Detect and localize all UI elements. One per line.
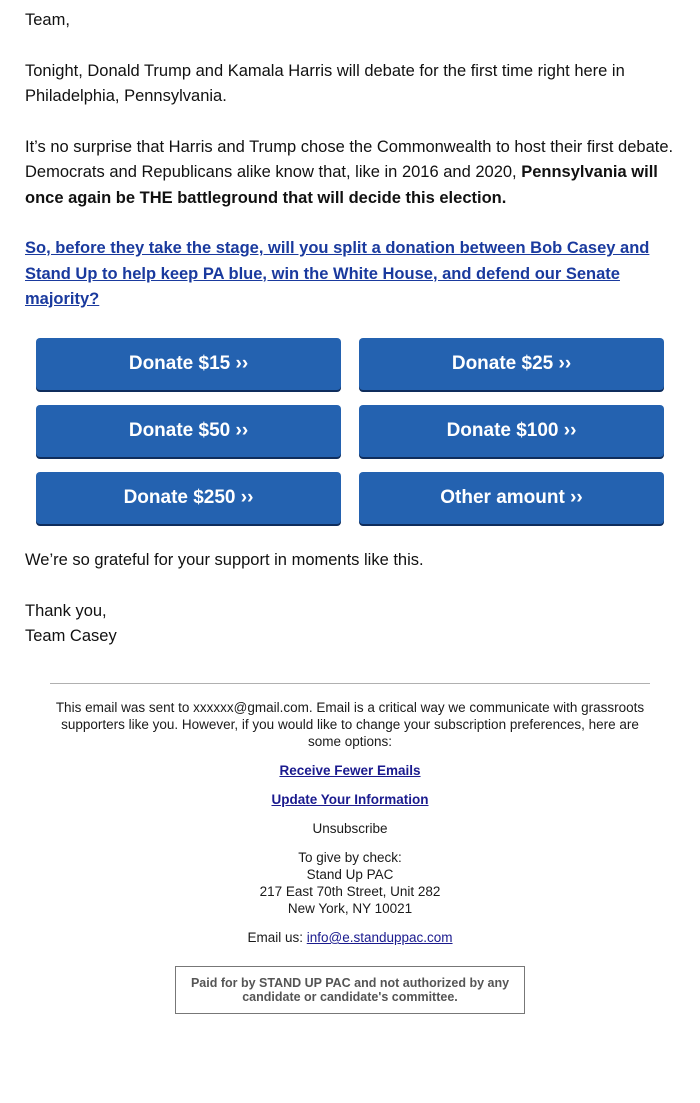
closing-section xyxy=(25,548,675,650)
contact-email-link[interactable]: info@e.standuppac.com xyxy=(306,930,453,945)
donate-other-amount-button[interactable]: Other amount ›› xyxy=(359,472,664,524)
email-us-label: Email us: xyxy=(247,930,307,945)
donate-100-button[interactable]: Donate $100 ›› xyxy=(359,405,664,457)
paragraph-battleground-bold: Pennsylvania will once again be THE battleground that will decide this election. xyxy=(25,163,658,207)
paragraph-debate: Tonight, Donald Trump and Kamala Harris will debate for the first time right here in Philadelphia, Pennsylvania. xyxy=(25,61,625,105)
receive-fewer-emails-link[interactable]: Receive Fewer Emails xyxy=(279,763,421,778)
paragraph-battleground xyxy=(25,135,675,212)
footer-notice: This email was sent to xxxxxx@gmail.com. Email is a critical way we communicate with grassroots supporters like you. However, if you would like to change your subscription preferences, here are some options: xyxy=(55,700,645,749)
paragraph-battleground-text: It’s no surprise that Harris and Trump chose the Commonwealth to host their first debate. Democrats and Republicans alike know that, like in 2016 and 2020, xyxy=(25,137,674,181)
unsubscribe-link[interactable]: Unsubscribe xyxy=(312,821,388,836)
contact-email-line xyxy=(50,929,650,946)
paid-for-disclaimer: Paid for by STAND UP PAC and not authorized by any candidate or candidate's committee. xyxy=(175,966,525,1014)
donate-250-button[interactable]: Donate $250 ›› xyxy=(36,472,341,524)
email-footer xyxy=(50,699,650,958)
update-information-link[interactable]: Update Your Information xyxy=(271,792,429,807)
email-body xyxy=(25,8,675,339)
donate-15-button[interactable]: Donate $15 ›› xyxy=(36,338,341,390)
footer-divider xyxy=(50,683,650,684)
donate-50-button[interactable]: Donate $50 ›› xyxy=(36,405,341,457)
org-name: Stand Up PAC xyxy=(306,867,394,882)
signoff-thank-you: Thank you, xyxy=(25,601,107,620)
grateful-text: We’re so grateful for your support in moments like this. xyxy=(25,551,424,569)
signoff-team: Team Casey xyxy=(25,627,117,645)
donation-cta-link[interactable]: So, before they take the stage, will you split a donation between Bob Casey and Stand Up to help keep PA blue, win the White House, and defend our Senate majority? xyxy=(25,239,650,308)
donate-25-button[interactable]: Donate $25 ›› xyxy=(359,338,664,390)
greeting: Team, xyxy=(25,11,70,29)
check-intro: To give by check: xyxy=(298,850,402,865)
mailing-address xyxy=(50,849,650,917)
city-state-zip: New York, NY 10021 xyxy=(287,901,413,916)
street-address: 217 East 70th Street, Unit 282 xyxy=(259,884,441,899)
